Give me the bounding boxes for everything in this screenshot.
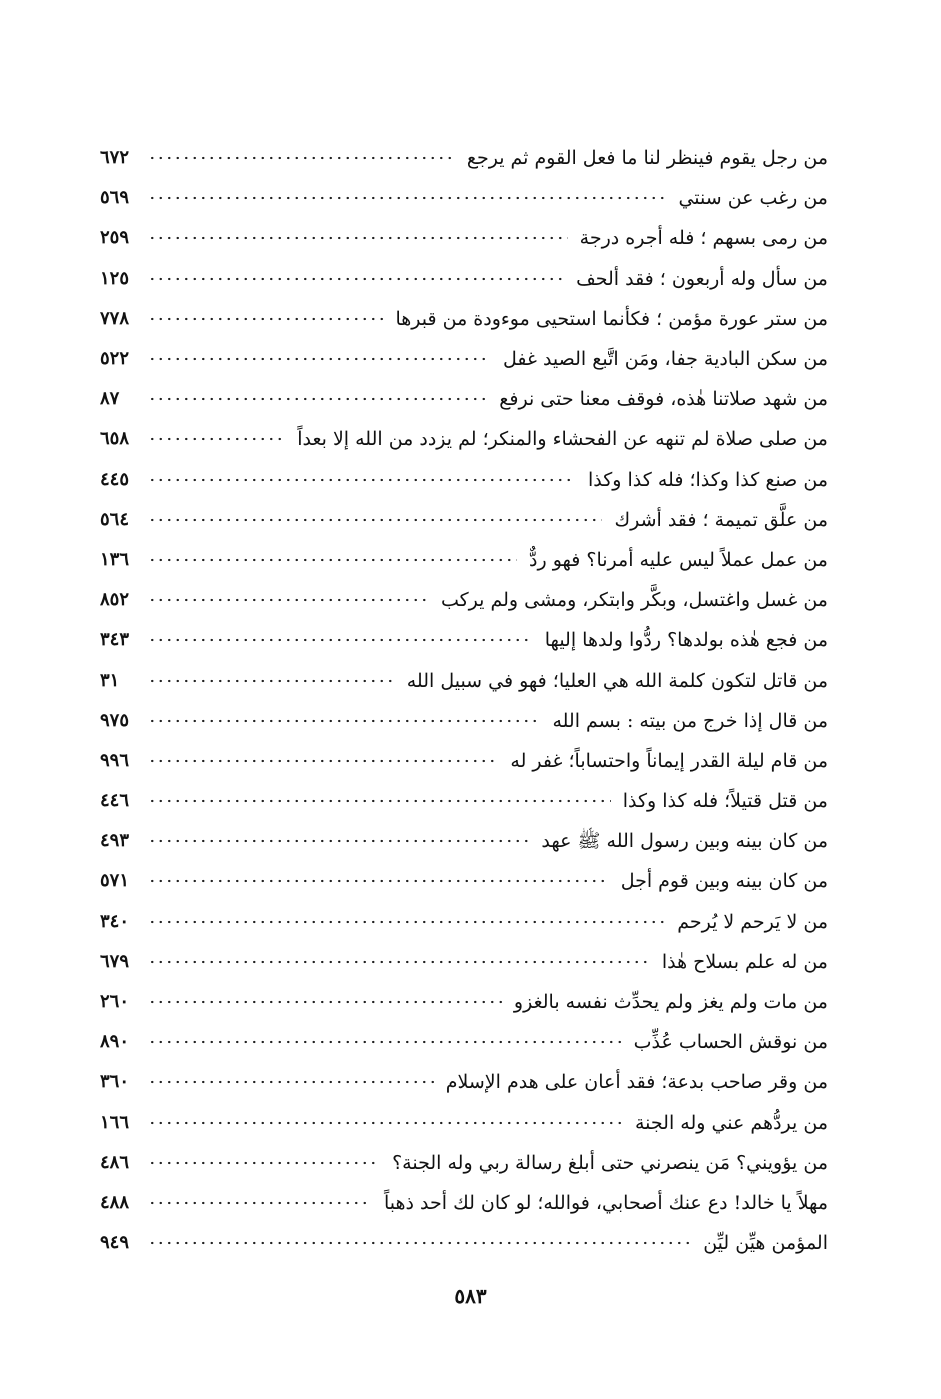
entry-text: من كان بينه وبين قوم أجل — [620, 870, 828, 893]
entry-page-number: ٤٩٣ — [100, 830, 130, 852]
dot-leader — [148, 1198, 372, 1208]
entry-page-number: ٩٤٩ — [100, 1232, 130, 1254]
entry-text: من فجع هٰذه بولدها؟ ردُّوا ولدها إليها — [544, 629, 828, 652]
index-entry — [100, 580, 828, 620]
entry-page-number: ٥٧١ — [100, 870, 130, 892]
index-entry — [100, 1022, 828, 1062]
entry-page-number: ٨٩٠ — [100, 1031, 130, 1053]
entry-page-number: ١٢٥ — [100, 267, 130, 289]
entry-text: من نوقش الحساب عُذِّب — [633, 1031, 828, 1054]
index-entry — [100, 660, 828, 700]
entry-page-number: ٩٩٦ — [100, 749, 130, 771]
index-entry — [100, 339, 828, 379]
dot-leader — [148, 394, 487, 404]
entry-text: من مات ولم يغز ولم يحدِّث نفسه بالغزو — [513, 991, 828, 1014]
index-entry — [100, 178, 828, 218]
entry-text: من قاتل لتكون كلمة الله هي العليا؛ فهو في سبيل الله — [406, 669, 828, 692]
index-entry — [100, 821, 828, 861]
index-entry — [100, 741, 828, 781]
dot-leader — [148, 1118, 623, 1128]
dot-leader — [148, 796, 611, 806]
entry-text: من سأل وله أربعون ؛ فقد ألحف — [576, 267, 828, 290]
index-entry — [100, 982, 828, 1022]
dot-leader — [148, 635, 533, 645]
entry-text: من قال إذا خرج من بيته : بسم الله — [552, 709, 828, 732]
entry-page-number: ٣٤٠ — [100, 910, 130, 932]
entry-page-number: ٦٥٨ — [100, 428, 130, 450]
entry-text: من صنع كذا وكذا؛ فله كذا وكذا — [588, 468, 828, 491]
entry-text: من يؤويني؟ مَن ينصرني حتى أبلغ رسالة ربي وله الجنة؟ — [392, 1151, 828, 1174]
dot-leader — [148, 555, 517, 565]
page-number-folio: ٥٨٣ — [454, 1284, 487, 1308]
entry-page-number: ٤٨٦ — [100, 1151, 130, 1173]
entry-text: من غسل واغتسل، وبكَّر وابتكر، ومشى ولم يركب — [440, 589, 828, 612]
index-entry — [100, 1143, 828, 1183]
index-entry — [100, 861, 828, 901]
entry-page-number: ٦٧٩ — [100, 950, 130, 972]
entry-page-number: ٨٧ — [100, 388, 120, 410]
entry-text: من شهد صلاتنا هٰذه، فوقف معنا حتى نرفع — [499, 388, 828, 411]
dot-leader — [148, 756, 498, 766]
dot-leader — [148, 354, 491, 364]
index-entries — [100, 138, 828, 1263]
entry-page-number: ١٣٦ — [100, 548, 130, 570]
entry-page-number: ٤٤٦ — [100, 790, 130, 812]
dot-leader — [148, 475, 576, 485]
index-entry — [100, 781, 828, 821]
entry-page-number: ٣٦٠ — [100, 1071, 130, 1093]
entry-text: المؤمن هيِّن ليِّن — [703, 1232, 828, 1255]
entry-page-number: ٧٧٨ — [100, 307, 130, 329]
dot-leader — [148, 716, 540, 726]
index-entry — [100, 1183, 828, 1223]
index-entry — [100, 500, 828, 540]
index-entry — [100, 138, 828, 178]
entry-text: من ستر عورة مؤمن ؛ فكأنما استحيى موءودة من قبرها — [395, 307, 828, 330]
entry-page-number: ٥٢٢ — [100, 348, 130, 370]
dot-leader — [148, 676, 395, 686]
entry-page-number: ٩٧٥ — [100, 709, 130, 731]
dot-leader — [148, 917, 665, 927]
entry-page-number: ٨٥٢ — [100, 589, 130, 611]
dot-leader — [148, 1158, 380, 1168]
entry-text: من صلى صلاة لم تنهه عن الفحشاء والمنكر؛ لم يزدد من الله إلا بعداً — [297, 428, 828, 451]
entry-text: من علَّق تميمة ؛ فقد أشرك — [614, 508, 828, 531]
entry-text: من قتل قتيلاً؛ فله كذا وكذا — [622, 790, 828, 813]
dot-leader — [148, 1077, 434, 1087]
index-entry — [100, 379, 828, 419]
entry-text: من رمى بسهم ؛ فله أجره درجة — [579, 227, 828, 250]
dot-leader — [148, 876, 609, 886]
dot-leader — [148, 957, 650, 967]
entry-page-number: ٣٤٣ — [100, 629, 130, 651]
entry-text: من له علم بسلاح هٰذا — [661, 950, 828, 973]
index-entry — [100, 902, 828, 942]
index-entry — [100, 299, 828, 339]
entry-text: من سكن البادية جفا، ومَن اتَّبع الصيد غفل — [502, 348, 828, 371]
index-entry — [100, 620, 828, 660]
entry-page-number: ٥٦٤ — [100, 508, 130, 530]
entry-page-number: ٤٤٥ — [100, 468, 130, 490]
entry-text: مهلاً يا خالد! دع عنك أصحابي، فوالله؛ لو كان لك أحد ذهباً — [384, 1191, 828, 1214]
dot-leader — [148, 193, 666, 203]
entry-page-number: ٦٧٢ — [100, 147, 130, 169]
entry-text: من رغب عن سنتي — [678, 187, 828, 210]
index-entry — [100, 942, 828, 982]
entry-text: من يردُّهم عني وله الجنة — [634, 1111, 828, 1134]
index-entry — [100, 1062, 828, 1102]
dot-leader — [148, 1037, 622, 1047]
index-entry — [100, 1223, 828, 1263]
entry-page-number: ٥٦٩ — [100, 187, 130, 209]
entry-page-number: ٤٨٨ — [100, 1191, 130, 1213]
entry-page-number: ٣١ — [100, 669, 120, 691]
dot-leader — [148, 515, 602, 525]
index-entry — [100, 218, 828, 258]
dot-leader — [148, 314, 383, 324]
dot-leader — [148, 1238, 691, 1248]
index-entry — [100, 1103, 828, 1143]
entry-text: من رجل يقوم فينظر لنا ما فعل القوم ثم يرجع — [466, 147, 828, 170]
entry-text: من لا يَرحم لا يُرحم — [677, 910, 828, 933]
dot-leader — [148, 233, 568, 243]
entry-text: من كان بينه وبين رسول الله ﷺ عهد — [541, 830, 828, 853]
entry-page-number: ١٦٦ — [100, 1111, 130, 1133]
dot-leader — [148, 595, 429, 605]
index-entry — [100, 540, 828, 580]
dot-leader — [148, 836, 529, 846]
entry-text: من عمل عملاً ليس عليه أمرنا؟ فهو ردٌّ — [529, 548, 828, 571]
index-entry — [100, 419, 828, 459]
index-entry — [100, 460, 828, 500]
dot-leader — [148, 434, 285, 444]
dot-leader — [148, 997, 502, 1007]
entry-text: من قام ليلة القدر إيماناً واحتساباً؛ غفر له — [510, 749, 828, 772]
dot-leader — [148, 274, 564, 284]
index-entry — [100, 259, 828, 299]
entry-text: من وقر صاحب بدعة؛ فقد أعان على هدم الإسلام — [445, 1071, 828, 1094]
index-entry — [100, 701, 828, 741]
entry-page-number: ٢٥٩ — [100, 227, 130, 249]
dot-leader — [148, 153, 455, 163]
entry-page-number: ٢٦٠ — [100, 991, 130, 1013]
